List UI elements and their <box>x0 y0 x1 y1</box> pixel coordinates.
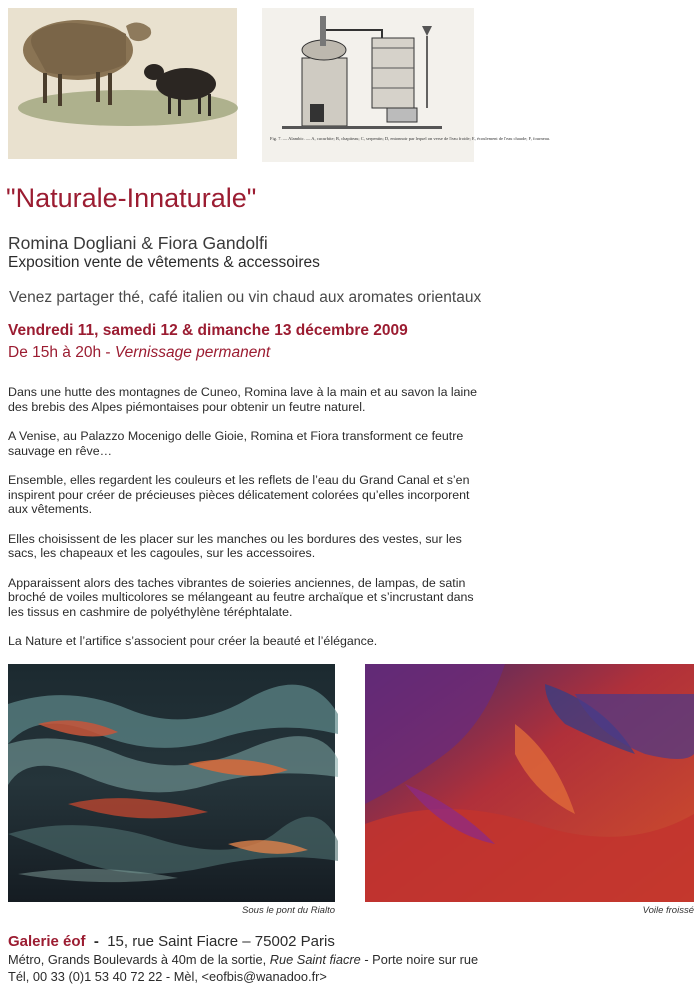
engraving-caption: Fig. 7. — Alambic. — A, cucurbite; B, chapiteau; C, serpentin; D, entonnoir par lequel on verse de l'eau froide; E, écoulement de l'eau chaude; F, fourneau. <box>270 136 551 141</box>
address-text: 15, rue Saint Fiacre – 75002 Paris <box>107 933 335 950</box>
event-dates: Vendredi 11, samedi 12 & dimanche 13 décembre 2009 <box>8 322 408 339</box>
metro-door: - Porte noire sur rue <box>360 952 479 967</box>
rialto-water-photo <box>8 664 335 902</box>
paragraph: La Nature et l’artifice s’associent pour créer la beauté et l’élégance. <box>8 634 378 649</box>
exhibition-title: "Naturale-Innaturale" <box>6 183 257 213</box>
gallery-separator: - <box>85 933 108 950</box>
paragraph: Dans une hutte des montagnes de Cuneo, Romina lave à la main et au savon la laine des brebis des Alpes piémontaises pour obtenir un feutre naturel. <box>8 385 478 414</box>
gallery-name: Galerie éof <box>8 933 86 950</box>
exhibition-subtitle: Exposition vente de vêtements & accessoires <box>8 254 320 271</box>
gallery-address <box>8 933 335 950</box>
metro-street: Rue Saint fiacre <box>269 952 361 967</box>
rialto-caption: Sous le pont du Rialto <box>242 905 335 916</box>
crumpled-veil-photo <box>365 664 694 902</box>
sheep-engraving-image <box>8 8 237 159</box>
metro-directions <box>8 952 478 967</box>
event-hours <box>8 344 270 362</box>
paragraph: Apparaissent alors des taches vibrantes de soieries anciennes, de lampas, de satin broché de voiles multicolores se mélangeant au feutre archaïque et s’incrustant dans les tissus en cashmire de polyéthylène téréphtalate. <box>8 575 474 620</box>
metro-text: Métro, Grands Boulevards à 40m de la sortie, <box>8 952 270 967</box>
contact-line: Tél, 00 33 (0)1 53 40 72 22 - Mèl, <eofbis@wanadoo.fr> <box>8 969 327 984</box>
voile-caption: Voile froissé <box>642 905 694 916</box>
paragraph: Ensemble, elles regardent les couleurs et les reflets de l’eau du Grand Canal et s’en inspirent pour créer de précieuses pièces délicatement colorées qu’elles incorporent aux vêtements. <box>8 473 470 517</box>
alembic-engraving-image <box>262 8 551 162</box>
description-text <box>8 385 478 664</box>
hours-time: De 15h à 20h - <box>8 344 115 361</box>
invitation-line: Venez partager thé, café italien ou vin chaud aux aromates orientaux <box>9 289 482 306</box>
hours-note: Vernissage permanent <box>114 344 271 361</box>
paragraph: A Venise, au Palazzo Mocenigo delle Gioie, Romina et Fiora transforment ce feutre sauvage en rêve… <box>8 429 464 458</box>
artists-names: Romina Dogliani & Fiora Gandolfi <box>8 233 268 253</box>
paragraph: Elles choisissent de les placer sur les manches ou les bordures des vestes, sur les sacs, les chapeaux et les cagoules, sur les accessoires. <box>8 531 462 561</box>
